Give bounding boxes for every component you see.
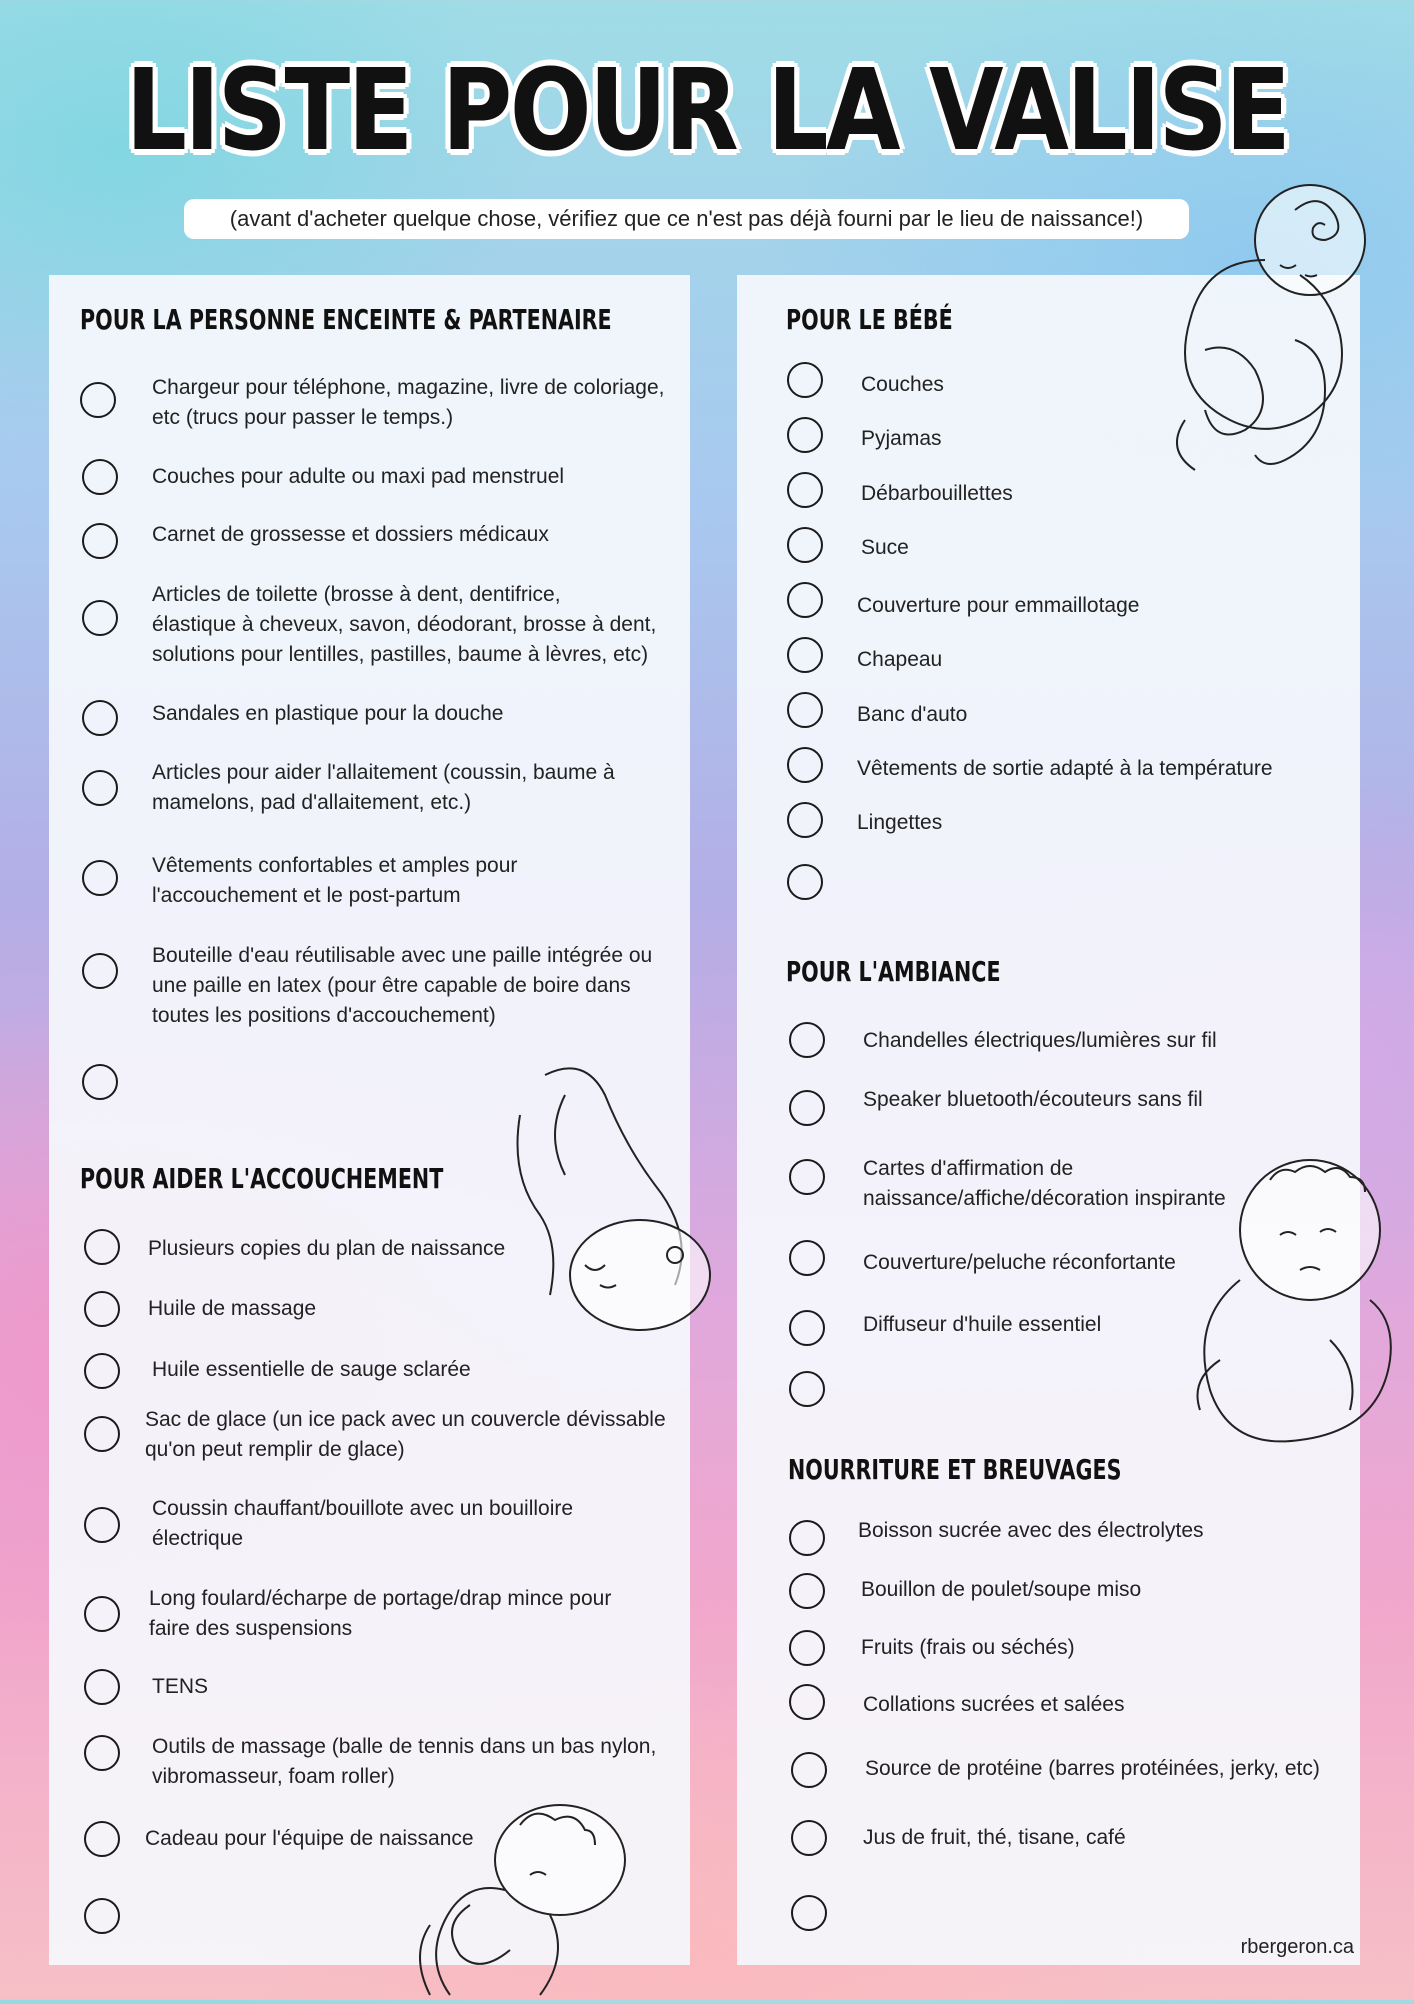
checklist-item-label: Speaker bluetooth/écouteurs sans fil <box>863 1088 1203 1111</box>
checkbox[interactable] <box>84 1416 120 1452</box>
checkbox[interactable] <box>82 860 118 896</box>
checkbox[interactable] <box>84 1291 120 1327</box>
section-title-partner: POUR LA PERSONNE ENCEINTE & PARTENAIRE <box>80 303 612 336</box>
checklist-item-label: Bouteille d'eau réutilisable avec une paille intégrée ou une paille en latex (pour être capable de boire dans toutes les positions d'accouchement) <box>152 944 653 1027</box>
checkbox[interactable] <box>82 700 118 736</box>
page-subtitle: (avant d'acheter quelque chose, vérifiez que ce n'est pas déjà fourni par le lieu de naissance!) <box>184 199 1189 239</box>
checkbox[interactable] <box>80 382 116 418</box>
checkbox[interactable] <box>787 417 823 453</box>
checkbox[interactable] <box>84 1596 120 1632</box>
checklist-item-label: Diffuseur d'huile essentiel <box>863 1313 1102 1336</box>
checklist-item-label: Outils de massage (balle de tennis dans un bas nylon, vibromasseur, foam roller) <box>152 1735 657 1788</box>
footer-website: rbergeron.ca <box>1240 1936 1354 1958</box>
checkbox[interactable] <box>84 1669 120 1705</box>
baby-illustration-sideways <box>505 1055 735 1359</box>
checkbox[interactable] <box>789 1520 825 1556</box>
checkbox[interactable] <box>84 1898 120 1934</box>
checklist-item-label: Pyjamas <box>861 427 942 450</box>
section-title-birth: POUR AIDER L'ACCOUCHEMENT <box>80 1162 444 1195</box>
checklist-item-label: Articles pour aider l'allaitement (coussin, baume à mamelons, pad d'allaitement, etc.) <box>152 761 615 814</box>
checklist-item-label: Chapeau <box>857 648 943 671</box>
checklist-item-label: TENS <box>152 1675 209 1698</box>
checkbox[interactable] <box>789 1371 825 1407</box>
checklist-item-label: Couches <box>861 373 944 396</box>
baby-illustration-curled <box>1145 180 1395 504</box>
checklist-item-label: Source de protéine (barres protéinées, jerky, etc) <box>865 1757 1320 1780</box>
checkbox[interactable] <box>787 362 823 398</box>
checkbox[interactable] <box>787 472 823 508</box>
checklist-item-label: Long foulard/écharpe de portage/drap mince pour faire des suspensions <box>149 1587 612 1640</box>
checkbox[interactable] <box>787 692 823 728</box>
checklist-item-label: Vêtements confortables et amples pour l'accouchement et le post-partum <box>152 854 518 907</box>
checkbox[interactable] <box>787 582 823 618</box>
section-title-food: NOURRITURE ET BREUVAGES <box>788 1453 1122 1486</box>
checklist-item-label: Fruits (frais ou séchés) <box>861 1636 1075 1659</box>
checklist-item-label: Plusieurs copies du plan de naissance <box>148 1237 506 1260</box>
checkbox[interactable] <box>791 1752 827 1788</box>
checklist-item-label: Boisson sucrée avec des électrolytes <box>858 1519 1204 1542</box>
checklist-item-label: Cartes d'affirmation de naissance/affiche/décoration inspirante <box>863 1157 1226 1210</box>
checklist-item-label: Sac de glace (un ice pack avec un couvercle dévissable qu'on peut remplir de glace) <box>145 1408 666 1461</box>
checklist-item-label: Sandales en plastique pour la douche <box>152 702 504 725</box>
checklist-item-label: Chandelles électriques/lumières sur fil <box>863 1029 1217 1052</box>
checkbox[interactable] <box>789 1573 825 1609</box>
checkbox[interactable] <box>82 600 118 636</box>
checkbox[interactable] <box>787 527 823 563</box>
page-title: LISTE POUR LA VALISE <box>125 46 1289 176</box>
checklist-item-label: Carnet de grossesse et dossiers médicaux <box>152 523 549 546</box>
checkbox[interactable] <box>82 1064 118 1100</box>
checkbox[interactable] <box>791 1895 827 1931</box>
checkbox[interactable] <box>789 1310 825 1346</box>
checkbox[interactable] <box>82 459 118 495</box>
checklist-item-label: Suce <box>861 536 909 559</box>
checklist-item-label: Vêtements de sortie adapté à la température <box>857 757 1273 780</box>
section-title-baby: POUR LE BÉBÉ <box>786 303 953 336</box>
checkbox[interactable] <box>789 1022 825 1058</box>
baby-illustration-lying <box>1180 1140 1414 1474</box>
checklist-item-label: Jus de fruit, thé, tisane, café <box>863 1826 1126 1849</box>
checkbox[interactable] <box>787 864 823 900</box>
checklist-item-label: Huile essentielle de sauge sclarée <box>152 1358 471 1381</box>
checkbox[interactable] <box>84 1229 120 1265</box>
checklist-item-label: Banc d'auto <box>857 703 968 726</box>
checklist-item-label: Couches pour adulte ou maxi pad menstruel <box>152 465 565 488</box>
checkbox[interactable] <box>789 1090 825 1126</box>
checklist-item-label: Coussin chauffant/bouillote avec un bouilloire électrique <box>152 1497 574 1550</box>
checkbox[interactable] <box>84 1507 120 1543</box>
checkbox[interactable] <box>82 523 118 559</box>
checkbox[interactable] <box>791 1820 827 1856</box>
checklist-item-label: Articles de toilette (brosse à dent, dentifrice, élastique à cheveux, savon, déodorant, brosse à dent, solutions pour lentilles, pastilles, baume à lèvres, etc) <box>152 583 657 666</box>
checklist-item-label: Collations sucrées et salées <box>863 1693 1125 1716</box>
checklist-item-label: Huile de massage <box>148 1297 317 1320</box>
checkbox[interactable] <box>82 953 118 989</box>
checkbox[interactable] <box>789 1684 825 1720</box>
checkbox[interactable] <box>84 1821 120 1857</box>
checkbox[interactable] <box>84 1353 120 1389</box>
checkbox[interactable] <box>789 1240 825 1276</box>
section-title-ambiance: POUR L'AMBIANCE <box>786 955 1001 988</box>
checkbox[interactable] <box>789 1159 825 1195</box>
checklist-item-label: Couverture pour emmaillotage <box>857 594 1140 617</box>
checklist-item-label: Bouillon de poulet/soupe miso <box>861 1578 1142 1601</box>
checklist-item-label: Débarbouillettes <box>861 482 1013 505</box>
checkbox[interactable] <box>787 747 823 783</box>
checkbox[interactable] <box>787 637 823 673</box>
checklist-item-label: Lingettes <box>857 811 943 834</box>
checklist-item-label: Couverture/peluche réconfortante <box>863 1251 1176 1274</box>
checkbox[interactable] <box>787 802 823 838</box>
baby-illustration-sleeping <box>410 1795 650 2004</box>
checkbox[interactable] <box>789 1630 825 1666</box>
checkbox[interactable] <box>82 770 118 806</box>
checklist-item-label: Cadeau pour l'équipe de naissance <box>145 1827 474 1850</box>
checklist-item-label: Chargeur pour téléphone, magazine, livre de coloriage, etc (trucs pour passer le temps.) <box>152 376 665 429</box>
checkbox[interactable] <box>84 1735 120 1771</box>
